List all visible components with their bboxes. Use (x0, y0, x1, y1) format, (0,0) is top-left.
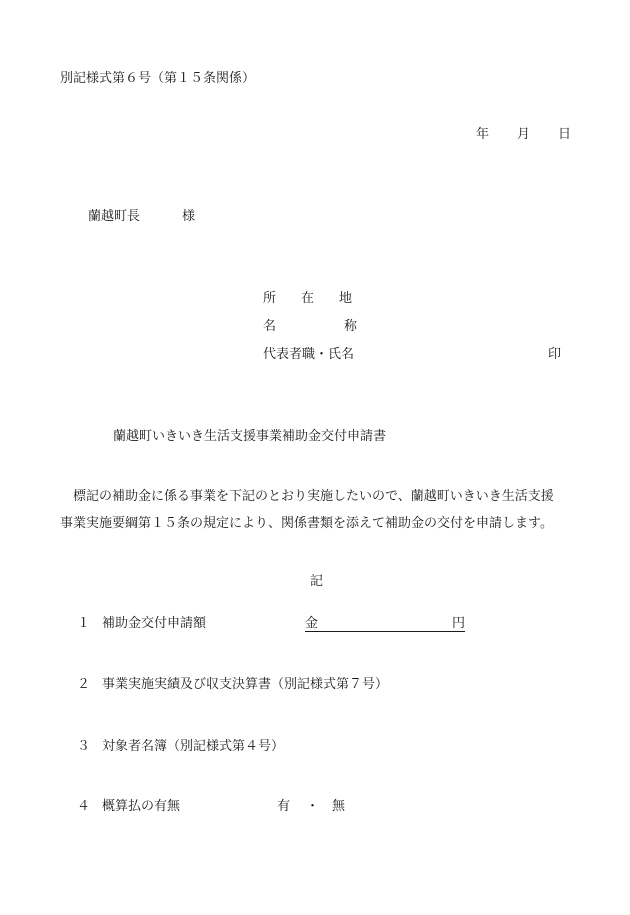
document-title: 蘭越町いきいき生活支援事業補助金交付申請書 (113, 429, 387, 444)
address-label-char: 所 (263, 291, 277, 306)
option-no[interactable]: 無 (332, 799, 346, 814)
ki-heading: 記 (310, 574, 324, 589)
body-line-1: 標記の補助金に係る事業を下記のとおり実施したいので、蘭越町いきいき生活支援 (73, 489, 554, 504)
date-day-label: 日 (558, 127, 572, 142)
amount-prefix: 金 (305, 616, 319, 631)
item-number: １ (77, 616, 91, 631)
date-month-label: 月 (517, 127, 531, 142)
amount-field[interactable] (305, 617, 465, 632)
addressee-honorific: 様 (182, 209, 196, 224)
name-label-char: 名 (263, 319, 277, 334)
name-label-char: 称 (344, 319, 358, 334)
item-number: ２ (77, 677, 91, 692)
name-label (263, 320, 357, 333)
seal-mark: 印 (548, 347, 562, 362)
item-label: 対象者名簿（別記様式第４号） (102, 739, 285, 754)
body-paragraph (60, 483, 580, 537)
item-label: 概算払の有無 (102, 799, 181, 814)
address-label-char: 在 (301, 291, 315, 306)
option-yes[interactable]: 有 (277, 799, 291, 814)
address-label-char: 地 (339, 291, 353, 306)
item-label: 事業実施実績及び収支決算書（別記様式第７号） (102, 677, 389, 692)
address-label (263, 292, 352, 305)
addressee-name: 蘭越町長 (88, 209, 141, 224)
option-separator: ・ (306, 799, 320, 814)
body-line-2: 事業実施要綱第１５条の規定により、関係書類を添えて補助金の交付を申請します。 (60, 516, 553, 531)
representative-label: 代表者職・氏名 (263, 347, 355, 362)
item-number: ４ (77, 799, 91, 814)
item-number: ３ (77, 739, 91, 754)
form-number: 別記様式第６号（第１５条関係） (60, 71, 256, 86)
amount-suffix: 円 (451, 616, 465, 631)
date-year-label: 年 (476, 127, 490, 142)
item-label: 補助金交付申請額 (102, 616, 207, 631)
